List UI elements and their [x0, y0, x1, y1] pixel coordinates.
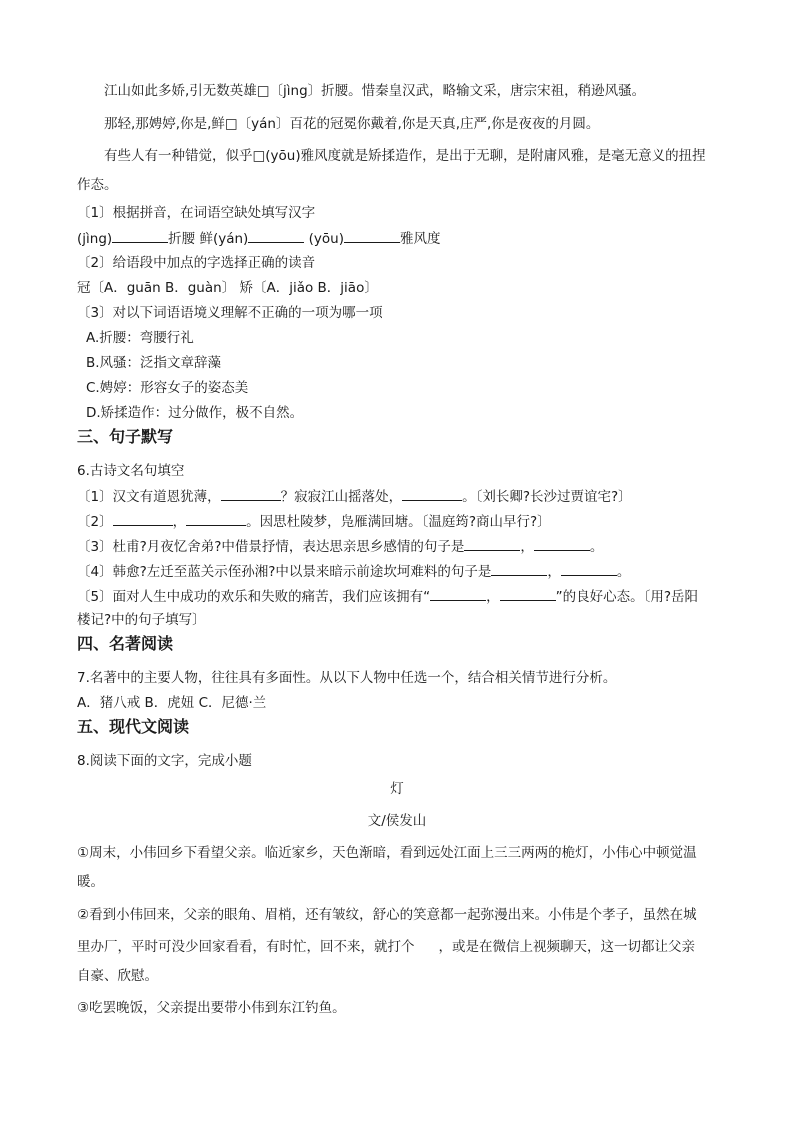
q6-item-5-cont: 楼记?中的句子填写〕 [77, 612, 206, 628]
answer-blank[interactable] [402, 486, 462, 501]
paragraph-2-end: 自豪、欣慰。 [77, 968, 158, 984]
section-heading-4: 四、名著阅读 [77, 634, 174, 653]
passage-line-3-cont: 作态。 [77, 177, 118, 193]
q7-options: A．猪八戒 B．虎妞 C．尼德·兰 [77, 695, 267, 711]
paragraph-1: ①周末，小伟回乡下看望父亲。临近家乡，天色渐暗，看到远处江面上三三两两的桅灯，小伟心中顿觉温 [77, 845, 697, 861]
passage-line-2: 那轻,那娉婷,你是,鲜□〔yán〕百花的冠冕你戴着,你是天真,庄严,你是夜夜的月圆。 [104, 116, 600, 132]
answer-blank[interactable] [221, 486, 281, 501]
q1-fill-line: (jìng) 折腰 鲜(yán) (yōu) 雅风度 [77, 228, 440, 249]
answer-blank[interactable] [491, 561, 547, 576]
q3-option-d: D.矫揉造作：过分做作，极不自然。 [86, 405, 304, 421]
passage-line-1: 江山如此多娇,引无数英雄□〔jìng〕折腰。惜秦皇汉武，略输文采，唐宗宋祖，稍逊风骚。 [104, 83, 646, 99]
q6-title: 6.古诗文名句填空 [77, 463, 185, 479]
q6-item-4: 〔4〕韩愈?左迁至蓝关示侄孙湘?中以景来暗示前途坎坷难料的句子是 ， 。 [77, 561, 630, 582]
q6-item-5: 〔5〕面对人生中成功的欢乐和失败的痛苦，我们应该拥有“ ， ”的良好心态。〔用?岳阳 [77, 586, 698, 607]
q7-title: 7.名著中的主要人物，往往具有多面性。从以下人物中任选一个，结合相关情节进行分析。 [77, 670, 617, 686]
q6-item-3: 〔3〕杜甫?月夜忆舍弟?中借景抒情，表达思亲思乡感情的句子是 ， 。 [77, 536, 603, 557]
passage-line-3: 有些人有一种错觉，似乎□(yōu)雅风度就是矫揉造作，是出于无聊，是附庸风雅，是毫无意义的扭捏 [104, 148, 706, 164]
paragraph-2: ②看到小伟回来，父亲的眼角、眉梢，还有皱纹，舒心的笑意都一起弥漫出来。小伟是个孝子，虽然在城 [77, 907, 697, 923]
q6-item-2: 〔2〕 ， 。因思杜陵梦，凫雁满回塘。〔温庭筠?商山早行?〕 [77, 511, 551, 532]
q1-title: 〔1〕根据拼音，在词语空缺处填写汉字 [77, 205, 316, 221]
q3-title: 〔3〕对以下词语语境义理解不正确的一项为哪一项 [77, 305, 383, 321]
paragraph-2-cont: 里办厂，平时可没少回家看看，有时忙，回不来，就打个 ，或是在微信上视频聊天，这一切都让父亲 [77, 939, 695, 955]
q3-option-b: B.风骚：泛指文章辞藻 [86, 355, 222, 371]
answer-blank[interactable] [113, 511, 173, 526]
answer-blank[interactable] [186, 511, 246, 526]
paragraph-3: ③吃罢晚饭，父亲提出要带小伟到东江钓鱼。 [77, 1000, 346, 1016]
answer-blank[interactable] [344, 228, 400, 243]
answer-blank[interactable] [464, 536, 520, 551]
section-heading-5: 五、现代文阅读 [77, 717, 190, 736]
q2-title: 〔2〕给语段中加点的字选择正确的读音 [77, 255, 316, 271]
article-title: 灯 [390, 781, 404, 797]
answer-blank[interactable] [248, 228, 304, 243]
q8-title: 8.阅读下面的文字，完成小题 [77, 753, 252, 769]
answer-blank[interactable] [112, 228, 168, 243]
section-heading-3: 三、句子默写 [77, 427, 174, 446]
q3-option-c: C.娉婷：形容女子的姿态美 [86, 380, 249, 396]
paragraph-1-cont: 暖。 [77, 874, 104, 890]
q3-option-a: A.折腰：弯腰行礼 [86, 330, 194, 346]
answer-blank[interactable] [430, 586, 486, 601]
q6-item-1: 〔1〕汉文有道恩犹薄， ？寂寂江山摇落处， 。〔刘长卿?长沙过贾谊宅?〕 [77, 486, 632, 507]
article-author: 文/侯发山 [367, 813, 427, 829]
q2-options: 冠〔A．guān B．guàn〕 矫〔A．jiǎo B．jiāo〕 [77, 280, 378, 296]
answer-blank[interactable] [500, 586, 556, 601]
answer-blank[interactable] [534, 536, 590, 551]
answer-blank[interactable] [561, 561, 617, 576]
